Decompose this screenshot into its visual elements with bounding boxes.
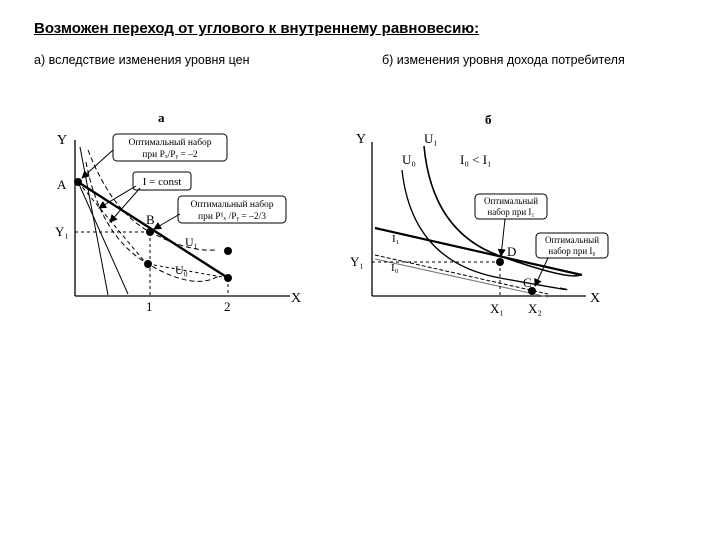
panel-b-label-i0: I₀ <box>391 262 399 274</box>
panel-b-label: б <box>485 112 492 127</box>
panel-b-box-optimum-i0-line1: Оптимальный <box>544 235 600 245</box>
subtitle-income-change: б) изменения уровня дохода потребителя <box>382 53 625 67</box>
panel-a-point-a <box>74 178 82 186</box>
panel-a-box-optimum-new-line2: при P¹ₓ /Pᵧ = –2/3 <box>198 212 266 222</box>
panel-b-y-label: Y <box>356 132 367 147</box>
subtitle-price-change: а) вследствие изменения уровня цен <box>34 53 250 67</box>
panel-a <box>55 110 301 314</box>
panel-b-box-optimum-i0-line2: набор при I₀ <box>548 246 596 256</box>
panel-b-label-c: C <box>523 275 532 290</box>
panel-a-point-right-upper <box>224 247 232 255</box>
panel-a-label-b: B <box>146 212 155 227</box>
slide-title: Возможен переход от углового к внутреннему равновесию: <box>34 20 480 37</box>
panel-b-label-i1: I₁ <box>392 233 400 245</box>
panel-b-box-optimum-i1-line1: Оптимальный <box>483 196 539 206</box>
panel-a-tick-1: 1 <box>146 299 153 314</box>
panel-a-tick-2: 2 <box>224 299 231 314</box>
panel-a-point-b <box>146 228 154 236</box>
panel-a-steep-line <box>80 147 108 295</box>
panel-a-box-optimum-old-line1: Оптимальный набор <box>128 138 212 148</box>
panel-a-point-right-lower <box>224 274 232 282</box>
panel-a-arrow-const-1 <box>99 186 136 208</box>
panel-a-label-u1: U₁ <box>185 235 198 249</box>
panel-b-label-y1: Y₁ <box>350 254 364 269</box>
panel-a-box-const-text: I = const <box>142 176 182 188</box>
panel-b-x-label: X <box>590 291 601 306</box>
panel-a-label-u0: U₀ <box>175 263 188 277</box>
panel-a-y-label: Y <box>57 133 68 148</box>
panel-a-box-optimum-old-line2: при Pₓ/Pᵧ = –2 <box>142 150 198 160</box>
panel-b-box-optimum-i1-line2: набор при I₁ <box>487 207 535 217</box>
panel-a-label-y1: Y₁ <box>55 224 69 239</box>
panel-a-point-u0 <box>144 260 152 268</box>
panel-b-label-u1: U₁ <box>424 131 438 146</box>
panel-b-point-d <box>496 258 504 266</box>
panel-a-label-a: A <box>57 177 67 192</box>
panel-b-label-d: D <box>507 244 517 259</box>
panel-b-label-x1: X₁ <box>490 301 504 316</box>
panel-a-x-label: X <box>291 291 302 306</box>
panel-b <box>350 112 608 316</box>
panel-a-arrow-to-b <box>154 214 180 229</box>
panel-b-inequality: I₀ < I₁ <box>460 152 492 167</box>
panel-a-label: а <box>158 110 165 125</box>
panel-a-box-optimum-new-line1: Оптимальный набор <box>190 200 274 210</box>
panel-b-label-u0: U₀ <box>402 152 416 167</box>
panel-b-arrow-to-d <box>501 219 505 256</box>
panel-b-arrow-to-c <box>535 258 548 286</box>
panel-b-label-x2: X₂ <box>528 301 542 316</box>
